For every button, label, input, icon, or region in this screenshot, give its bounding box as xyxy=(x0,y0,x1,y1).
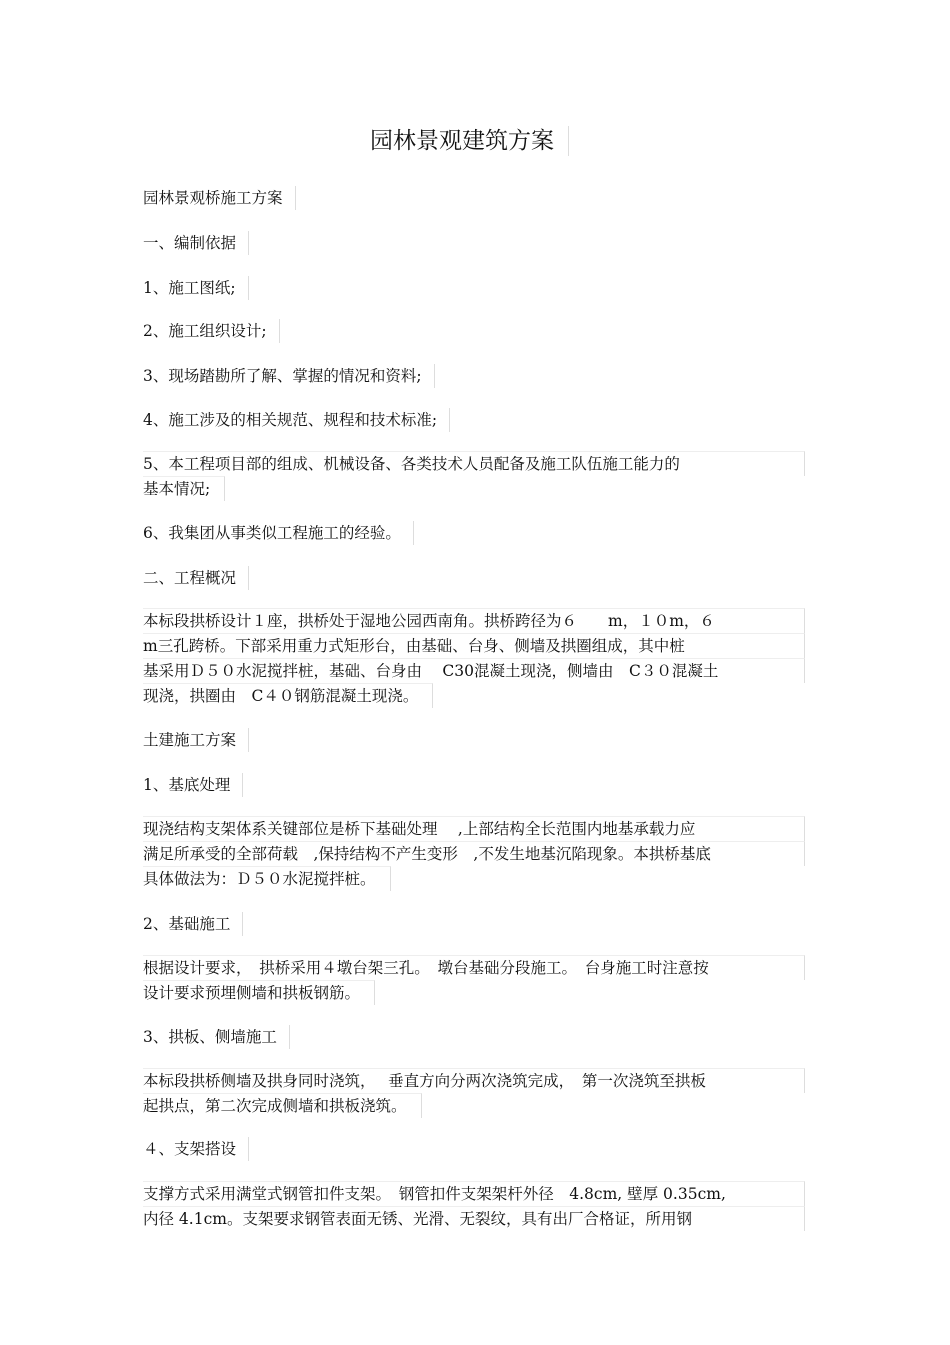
scaffold-line-2: 内径 4.1cm。支架要求钢管表面无锈、光滑、无裂纹，具有出厂合格证，所用钢 xyxy=(143,1206,805,1231)
arch-wall-line-1: 本标段拱桥侧墙及拱身同时浇筑， 垂直方向分两次浇筑完成， 第一次浇筑至拱板 xyxy=(143,1068,805,1093)
heading-civil-plan: 土建施工方案 xyxy=(143,728,249,752)
arch-wall-paragraph xyxy=(143,1068,805,1125)
overview-line-2: m三孔跨桥。下部采用重力式矩形台，由基础、台身、侧墙及拱圈组成，其中桩 xyxy=(143,633,805,658)
foundation-construction-paragraph xyxy=(143,955,805,1012)
heading-scaffold-setup: ４、支架搭设 xyxy=(143,1137,249,1161)
subtitle-bridge-plan: 园林景观桥施工方案 xyxy=(143,186,296,210)
list-item-1: 1、施工图纸; xyxy=(143,276,249,300)
document-title: 园林景观建筑方案 xyxy=(370,126,569,156)
foundation-treatment-line-2: 满足所承受的全部荷载 ,保持结构不产生变形 ,不发生地基沉陷现象。本拱桥基底 xyxy=(143,841,805,866)
foundation-treatment-paragraph xyxy=(143,816,805,898)
list-item-6: 6、我集团从事类似工程施工的经验。 xyxy=(143,521,414,545)
overview-line-1: 本标段拱桥设计１座，拱桥处于湿地公园西南角。拱桥跨径为６ m，１０m，６ xyxy=(143,608,805,633)
heading-arch-wall-construction: 3、拱板、侧墙施工 xyxy=(143,1025,290,1049)
arch-wall-line-2: 起拱点，第二次完成侧墙和拱板浇筑。 xyxy=(143,1093,422,1118)
foundation-treatment-line-1: 现浇结构支架体系关键部位是桥下基础处理 ,上部结构全长范围内地基承载力应 xyxy=(143,816,805,841)
heading-compilation-basis: 一、编制依据 xyxy=(143,231,249,255)
overview-line-3: 基采用Ｄ５０水泥搅拌桩，基础、台身由 C30混凝土现浇，侧墙由 C３０混凝土 xyxy=(143,658,805,683)
list-item-4: 4、施工涉及的相关规范、规程和技术标准; xyxy=(143,408,450,432)
list-item-5-line-1: 5、本工程项目部的组成、机械设备、各类技术人员配备及施工队伍施工能力的 xyxy=(143,451,805,476)
list-item-2: 2、施工组织设计; xyxy=(143,319,280,343)
foundation-construction-line-2: 设计要求预埋侧墙和拱板钢筋。 xyxy=(143,980,375,1005)
foundation-treatment-line-3: 具体做法为：Ｄ５０水泥搅拌桩。 xyxy=(143,866,391,891)
list-item-5-line-2: 基本情况; xyxy=(143,476,225,501)
heading-foundation-construction: 2、基础施工 xyxy=(143,912,243,936)
list-item-5 xyxy=(143,451,805,508)
heading-foundation-treatment: 1、基底处理 xyxy=(143,773,243,797)
scaffold-paragraph xyxy=(143,1181,805,1231)
list-item-3: 3、现场踏勘所了解、掌握的情况和资料; xyxy=(143,364,435,388)
foundation-construction-line-1: 根据设计要求， 拱桥采用４墩台架三孔。 墩台基础分段施工。 台身施工时注意按 xyxy=(143,955,805,980)
overview-line-4: 现浇，拱圈由 C４０钢筋混凝土现浇。 xyxy=(143,683,433,708)
overview-paragraph xyxy=(143,608,805,715)
heading-project-overview: 二、工程概况 xyxy=(143,566,249,590)
scaffold-line-1: 支撑方式采用满堂式钢管扣件支架。 钢管扣件支架架杆外径 4.8cm, 壁厚 0.35cm, xyxy=(143,1181,805,1206)
